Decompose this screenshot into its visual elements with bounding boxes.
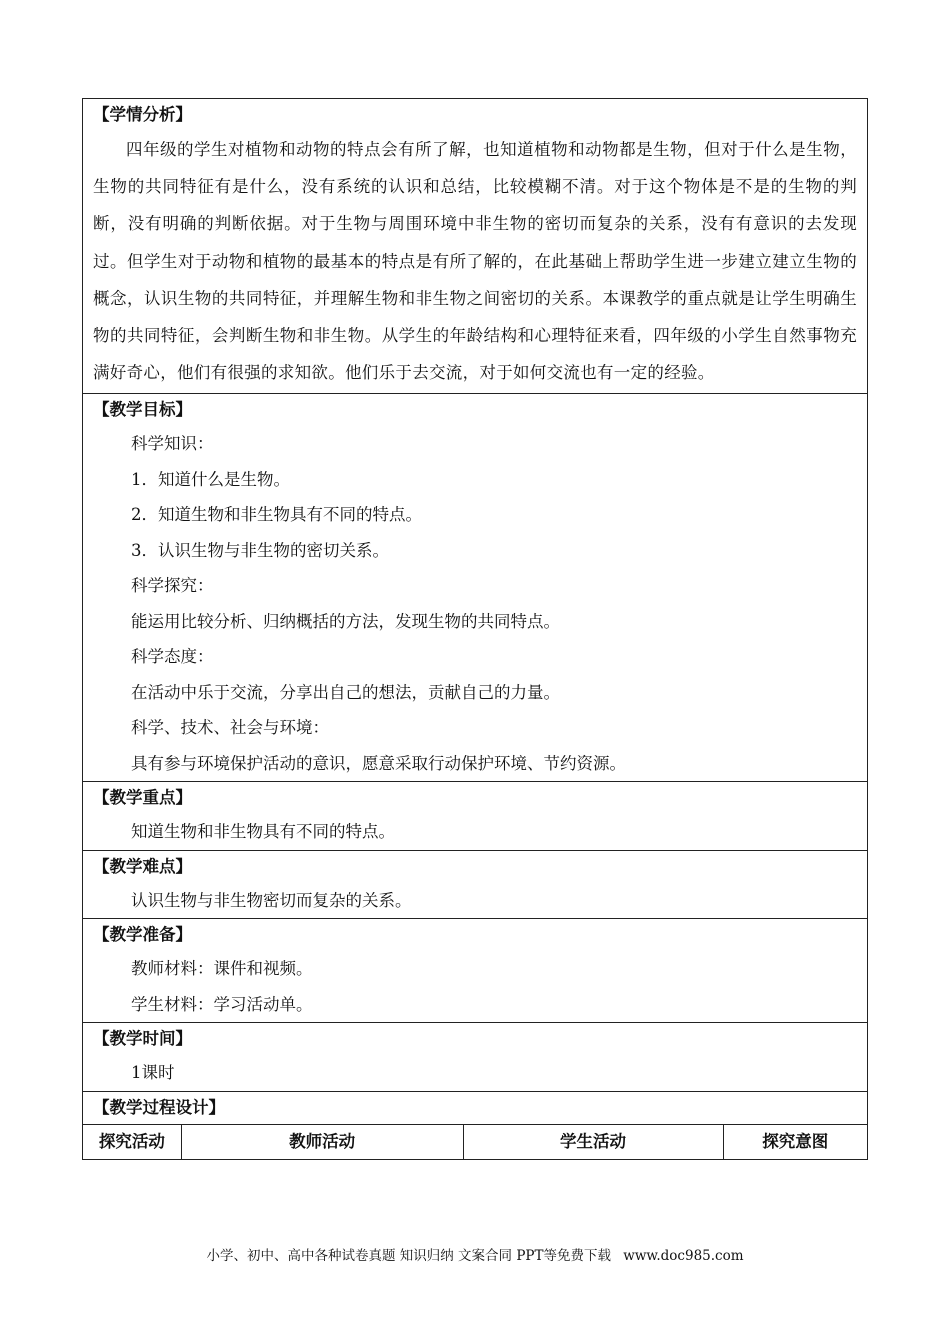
preparation-title: 【教学准备】 (93, 925, 192, 945)
column-header: 教师活动 (181, 1124, 463, 1159)
objectives-section (83, 394, 868, 782)
objective-line: 2．知道生物和非生物具有不同的特点。 (131, 505, 422, 525)
preparation-line: 学生材料：学习活动单。 (131, 994, 313, 1014)
time-section (83, 1023, 868, 1092)
analysis-section (83, 99, 868, 394)
objective-line: 3．认识生物与非生物的密切关系。 (131, 540, 389, 560)
footer-url: www.doc985.com (623, 1248, 744, 1264)
key-point-title: 【教学重点】 (93, 788, 192, 808)
analysis-text: 四年级的学生对植物和动物的特点会有所了解，也知道植物和动物都是生物，但对于什么是生物，生物的共同特征有是什么，没有系统的认识和总结，比较模糊不清。对于这个物体是不是的生物的判断，没有明确的判断依据。对于生物与周围环境中非生物的密切而复杂的关系，没有有意识的去发现过。但学生对于动物和植物的最基本的特点是有所了解的，在此基础上帮助学生进一步建立建立生物的概念，认识生物的共同特征，并理解生物和非生物之间密切的关系。本课教学的重点就是让学生明确生物的共同特征，会判断生物和非生物。从学生的年龄结构和心理特征来看，四年级的小学生自然事物充满好奇心，他们有很强的求知欲。他们乐于去交流，对于如何交流也有一定的经验。 (93, 140, 857, 383)
column-header: 探究活动 (83, 1124, 182, 1159)
key-point-text: 知道生物和非生物具有不同的特点。 (131, 822, 395, 842)
footer-text: 小学、初中、高中各种试卷真题 知识归纳 文案合同 PPT等免费下载 (206, 1248, 611, 1264)
difficulty-section (83, 850, 868, 919)
objective-line: 科学知识： (131, 434, 214, 454)
column-header: 探究意图 (723, 1124, 868, 1159)
time-text: 1课时 (131, 1063, 175, 1083)
analysis-title: 【学情分析】 (93, 105, 192, 124)
time-title: 【教学时间】 (93, 1029, 192, 1049)
page-footer (0, 1244, 950, 1264)
objective-line: 在活动中乐于交流，分享出自己的想法，贡献自己的力量。 (131, 682, 560, 702)
process-header-row (83, 1124, 868, 1159)
difficulty-title: 【教学难点】 (93, 856, 192, 876)
process-section (83, 1091, 868, 1124)
lesson-plan-table (82, 98, 868, 1160)
preparation-line: 教师材料：课件和视频。 (131, 959, 313, 979)
objective-line: 科学态度： (131, 647, 214, 667)
preparation-section (83, 919, 868, 1023)
objectives-title: 【教学目标】 (93, 400, 192, 420)
key-point-section (83, 782, 868, 851)
objective-line: 科学探究： (131, 576, 214, 596)
objective-line: 能运用比较分析、归纳概括的方法，发现生物的共同特点。 (131, 611, 560, 631)
column-header: 学生活动 (463, 1124, 723, 1159)
difficulty-text: 认识生物与非生物密切而复杂的关系。 (131, 890, 412, 910)
objective-line: 科学、技术、社会与环境： (131, 718, 329, 738)
process-title: 【教学过程设计】 (93, 1097, 225, 1117)
objective-line: 具有参与环境保护活动的意识，愿意采取行动保护环境、节约资源。 (131, 753, 626, 773)
objective-line: 1．知道什么是生物。 (131, 469, 290, 489)
